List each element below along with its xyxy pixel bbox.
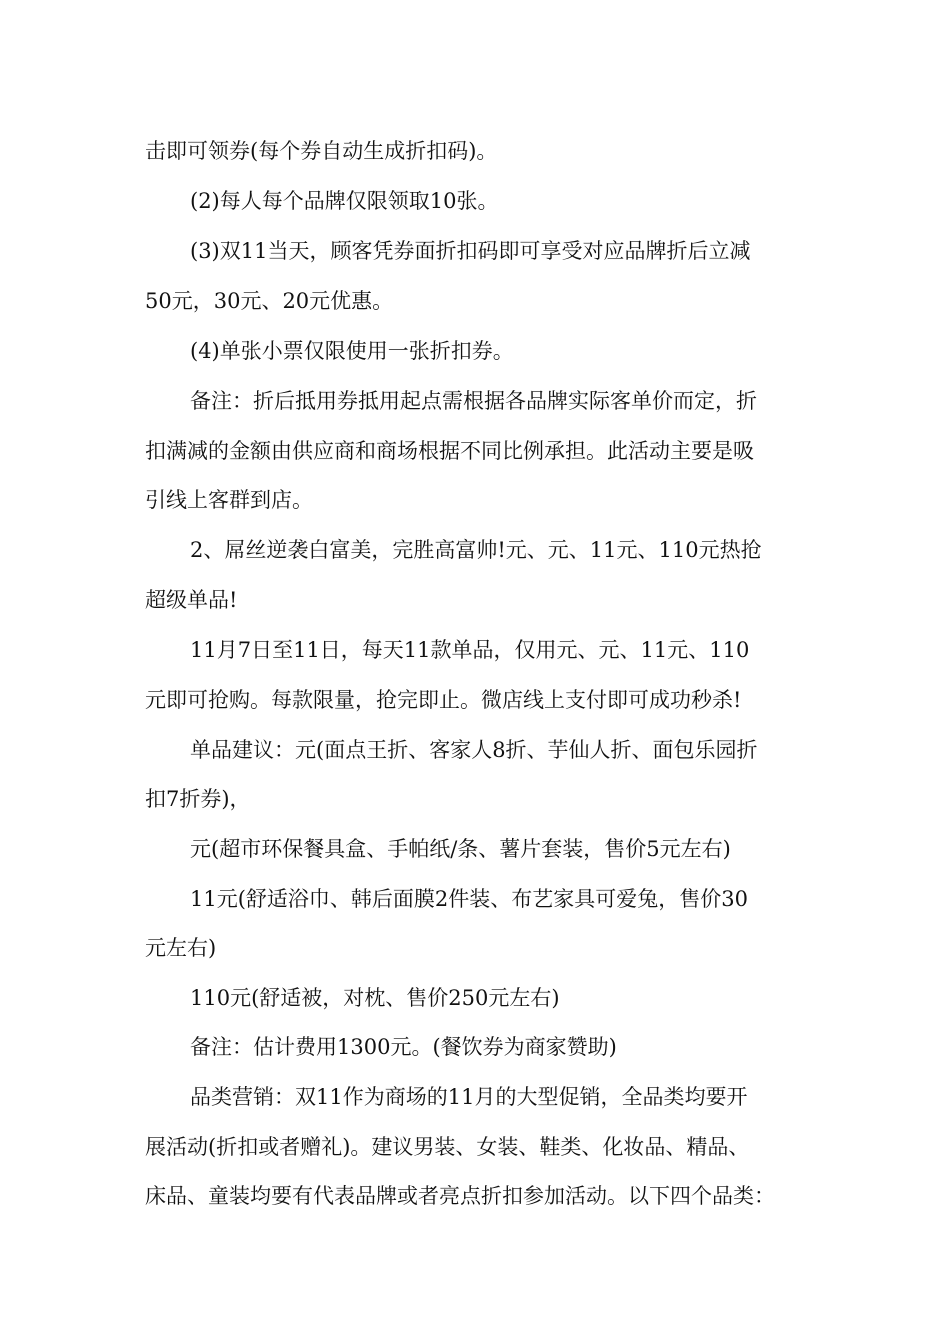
text-line: 备注：估计费用1300元。(餐饮券为商家赞助) (190, 1035, 617, 1059)
text-line: 11元(舒适浴巾、韩后面膜2件装、布艺家具可爱兔，售价30 (190, 887, 748, 911)
text-line: 2、屌丝逆袭白富美，完胜高富帅!元、元、11元、110元热抢 (190, 538, 762, 562)
text-line: (3)双11当天，顾客凭券面折扣码即可享受对应品牌折后立减 (190, 239, 751, 263)
text-line: 引线上客群到店。 (145, 488, 313, 512)
text-line: 110元(舒适被，对枕、售价250元左右) (190, 986, 560, 1010)
text-line: (4)单张小票仅限使用一张折扣券。 (190, 339, 514, 363)
text-line: 展活动(折扣或者赠礼)。建议男装、女装、鞋类、化妆品、精品、 (145, 1135, 750, 1159)
text-line: 元左右) (145, 936, 217, 960)
text-line: (2)每人每个品牌仅限领取10张。 (190, 189, 499, 213)
text-line: 品类营销：双11作为商场的11月的大型促销，全品类均要开 (190, 1085, 748, 1109)
text-line: 扣满减的金额由供应商和商场根据不同比例承担。此活动主要是吸 (145, 439, 754, 463)
text-line: 备注：折后抵用券抵用起点需根据各品牌实际客单价而定，折 (190, 389, 757, 413)
text-line: 击即可领券(每个券自动生成折扣码)。 (145, 139, 498, 163)
text-line: 元(超市环保餐具盒、手帕纸/条、薯片套装，售价5元左右) (190, 837, 731, 861)
text-line: 元即可抢购。每款限量，抢完即止。微店线上支付即可成功秒杀! (145, 688, 742, 712)
text-line: 50元，30元、20元优惠。 (145, 289, 394, 313)
text-line: 扣7折券)， (145, 787, 251, 811)
text-line: 11月7日至11日，每天11款单品，仅用元、元、11元、110 (190, 638, 750, 662)
text-line: 超级单品! (145, 588, 238, 612)
text-line: 床品、童装均要有代表品牌或者亮点折扣参加活动。以下四个品类： (145, 1184, 775, 1208)
text-line: 单品建议：元(面点王折、客家人8折、芋仙人折、面包乐园折 (190, 738, 758, 762)
